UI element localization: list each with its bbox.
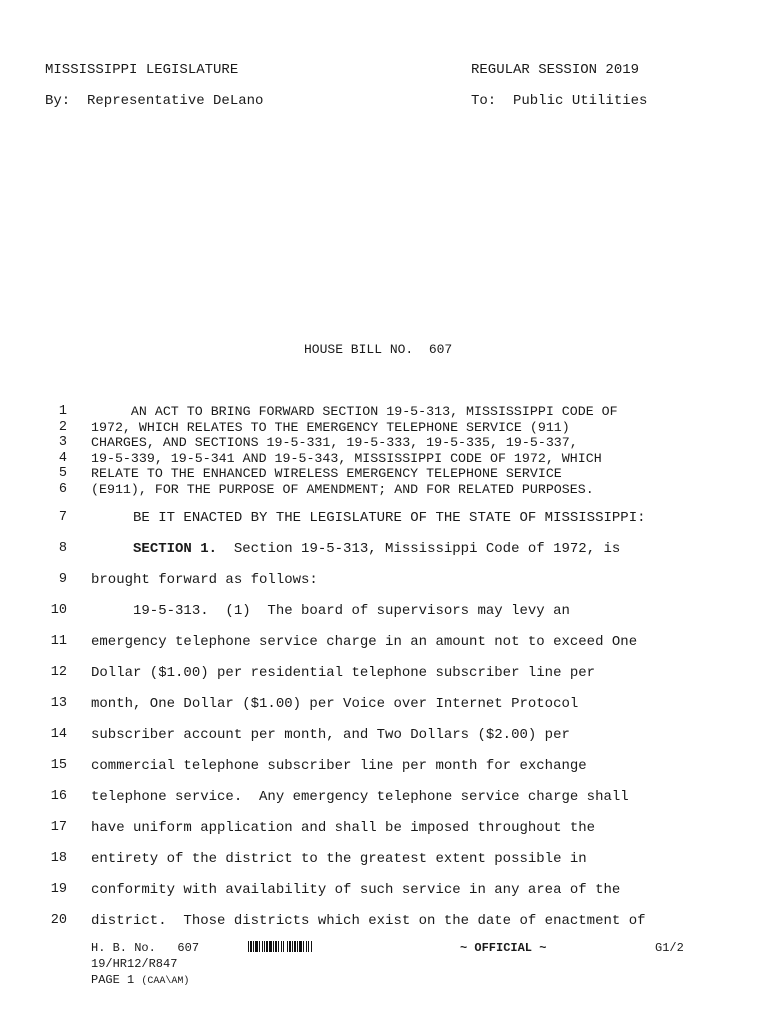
line-number: 12 (50, 665, 67, 680)
line-number: 5 (58, 466, 67, 481)
line-number: 3 (58, 435, 67, 450)
line-text: have uniform application and shall be imposed throughout the (91, 820, 596, 836)
line-number: 11 (50, 634, 67, 649)
footer-page-line (91, 973, 189, 987)
line-number: 6 (58, 481, 67, 497)
line-text: month, One Dollar ($1.00) per Voice over Internet Protocol (91, 696, 579, 712)
line-number: 14 (50, 727, 67, 742)
line-text: district. Those districts which exist on the date of enactment of (91, 913, 646, 929)
line-number: 18 (50, 851, 67, 866)
line-number: 8 (58, 541, 67, 556)
footer-code: G1/2 (655, 941, 684, 955)
line-text: subscriber account per month, and Two Dollars ($2.00) per (91, 727, 570, 743)
line-number: 15 (50, 758, 67, 773)
line-number: 1 (58, 404, 67, 419)
footer-initials: (CAA\AM) (141, 976, 190, 987)
line-text: commercial telephone subscriber line per month for exchange (91, 758, 587, 774)
footer-page: PAGE 1 (91, 973, 135, 987)
line-text: 19-5-313. (1) The board of supervisors may levy an (91, 603, 570, 619)
line-text (91, 541, 620, 557)
section-heading: SECTION 1. (133, 541, 218, 557)
line-number: 17 (50, 820, 67, 835)
barcode-image (248, 941, 355, 952)
line-number: 4 (58, 450, 67, 466)
line-number: 20 (50, 913, 67, 928)
bill-title: HOUSE BILL NO. 607 (304, 342, 453, 357)
line-number: 7 (58, 510, 67, 525)
line-text: entirety of the district to the greatest extent possible in (91, 851, 587, 867)
footer-bill-number: H. B. No. 607 (91, 941, 200, 955)
line-number: 2 (58, 419, 67, 435)
line-number: 9 (58, 572, 67, 587)
line-number: 19 (50, 882, 67, 897)
line-text: RELATE TO THE ENHANCED WIRELESS EMERGENCY TELEPHONE SERVICE (91, 466, 562, 481)
line-text: conformity with availability of such service in any area of the (91, 882, 621, 898)
line-text: 19-5-339, 19-5-341 AND 19-5-343, MISSISSIPPI CODE OF 1972, WHICH (91, 450, 602, 466)
line-text: CHARGES, AND SECTIONS 19-5-331, 19-5-333, 19-5-335, 19-5-337, (91, 435, 578, 450)
line-number: 16 (50, 789, 67, 804)
line-text: BE IT ENACTED BY THE LEGISLATURE OF THE STATE OF MISSISSIPPI: (91, 510, 646, 526)
line-text: (E911), FOR THE PURPOSE OF AMENDMENT; AND FOR RELATED PURPOSES. (91, 481, 594, 497)
line-text: Dollar ($1.00) per residential telephone subscriber line per (91, 665, 596, 681)
line-text: emergency telephone service charge in an amount not to exceed One (91, 634, 638, 650)
official-label: ~ OFFICIAL ~ (460, 941, 547, 955)
line-text: 1972, WHICH RELATES TO THE EMERGENCY TELEPHONE SERVICE (911) (91, 419, 570, 435)
footer-reference: 19/HR12/R847 (91, 957, 178, 971)
line-text: brought forward as follows: (91, 572, 318, 588)
sponsor-line: By: Representative DeLano (45, 93, 264, 109)
session-label: REGULAR SESSION 2019 (471, 62, 640, 78)
line-text: telephone service. Any emergency telephone service charge shall (91, 789, 629, 805)
legislature-name: MISSISSIPPI LEGISLATURE (45, 62, 239, 78)
line-number: 10 (50, 603, 67, 618)
committee-line: To: Public Utilities (471, 93, 648, 109)
line-number: 13 (50, 696, 67, 711)
section-text: Section 19-5-313, Mississippi Code of 1972, is (217, 541, 621, 557)
line-text: AN ACT TO BRING FORWARD SECTION 19-5-313, MISSISSIPPI CODE OF (91, 404, 618, 419)
